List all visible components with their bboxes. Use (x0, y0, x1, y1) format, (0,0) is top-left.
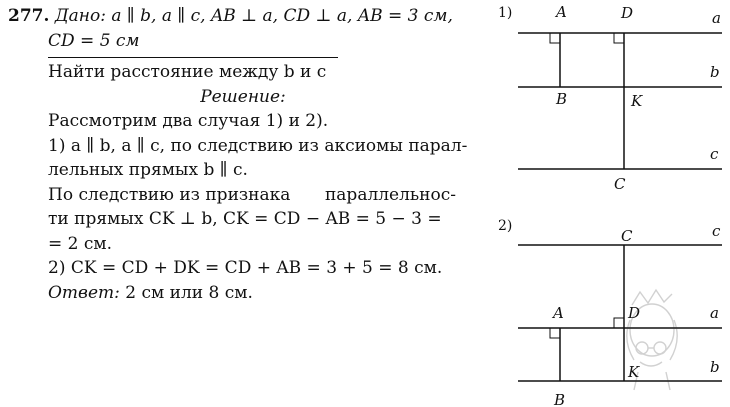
figure-1 (498, 3, 722, 193)
answer-label: Ответ: (48, 282, 120, 303)
solution-line-3: лельных прямых b ∥ c. (48, 160, 248, 180)
solution-line-6: = 2 см. (48, 233, 113, 254)
answer-text: 2 см или 8 см. (119, 282, 253, 303)
solution-line-1: Рассмотрим два случая 1) и 2). (48, 111, 329, 131)
fig1-label-C: C (614, 175, 626, 193)
answer-line (8, 281, 478, 306)
fig1-right-angle-a (550, 33, 560, 43)
fig2-label-C: C (621, 227, 633, 245)
solution-line-5: ти прямых CK ⊥ b, CK = CD − AB = 5 − 3 = (48, 209, 442, 229)
problem-number: 277. (8, 6, 50, 26)
fig1-label-b: b (710, 63, 720, 81)
fig1-label-c: c (710, 145, 719, 163)
fig2-right-angle-a (550, 328, 560, 338)
solution-line-4 (8, 183, 478, 208)
fig1-label-B: B (556, 90, 568, 108)
given-line-2: CD = 5 см (48, 30, 140, 51)
given-text-1: a ∥ b, a ∥ c, AB ⊥ a, CD ⊥ a, AB = 3 см, (111, 6, 453, 26)
fig2-right-angle-d (614, 318, 624, 328)
find-line: Найти расстояние между b и c (48, 62, 327, 82)
solution-line-4a: По следствию из признака (48, 184, 291, 205)
fig1-label-A: A (556, 3, 567, 21)
solution-line-2: 1) a ∥ b, a ∥ c, по следствию из аксиомы парал- (48, 135, 468, 156)
fig2-label-K: K (628, 363, 640, 381)
separator-line (48, 57, 338, 58)
fig2-label-a: a (710, 304, 719, 322)
solution-label: Решение: (200, 86, 286, 107)
fig2-label-c: c (712, 222, 721, 240)
problem-text (8, 4, 478, 305)
fig1-label-K: K (631, 92, 643, 110)
fig1-right-angle-d (614, 33, 624, 43)
solution-line-7: 2) CK = CD + DK = CD + AB = 3 + 5 = 8 см. (48, 258, 443, 278)
figures (490, 0, 730, 407)
fig1-label-a: a (712, 9, 721, 27)
given-label: Дано: (54, 6, 106, 26)
figure-2-case-label: 2) (498, 218, 513, 234)
figure-2 (498, 218, 722, 407)
fig2-label-A: A (553, 304, 564, 322)
solution-line-4b: параллельнос- (324, 184, 456, 205)
figure-1-case-label: 1) (498, 5, 513, 21)
fig2-label-b: b (710, 358, 720, 376)
fig2-label-B: B (554, 391, 566, 407)
given-line-1 (8, 4, 478, 29)
fig2-label-D: D (628, 304, 641, 322)
fig1-label-D: D (621, 4, 634, 22)
